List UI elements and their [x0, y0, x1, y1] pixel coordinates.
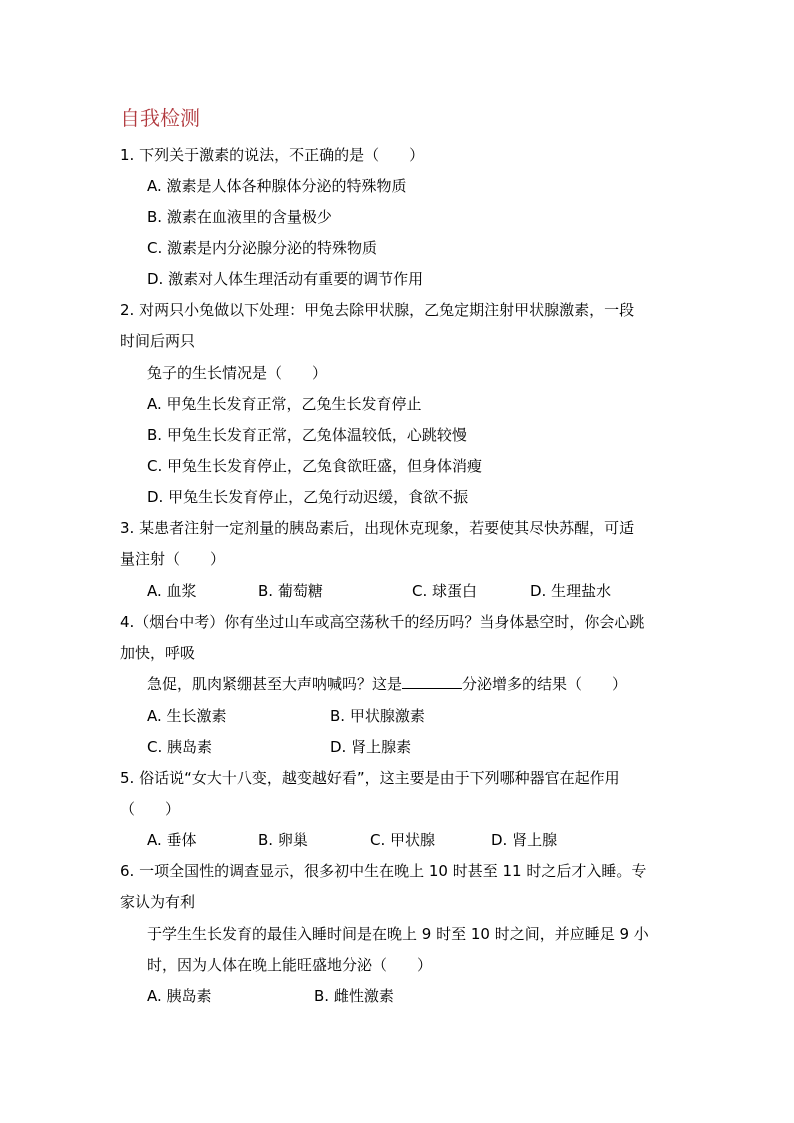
question-5-stem-line-2: （ ） [120, 800, 181, 818]
question-4-option-a: A. 生长激素 [147, 707, 227, 725]
question-3-stem-line-2: 量注射（ ） [120, 550, 226, 568]
question-3-option-b: B. 葡萄糖 [258, 582, 323, 600]
question-2-stem-line-1: 2. 对两只小兔做以下处理：甲兔去除甲状腺，乙兔定期注射甲状腺激素，一段 [120, 301, 635, 319]
question-2-stem-line-2: 时间后两只 [120, 332, 196, 350]
section-heading: 自我检测 [120, 106, 200, 130]
question-5-option-c: C. 甲状腺 [370, 831, 436, 849]
question-2-option-a: A. 甲兔生长发育正常，乙兔生长发育停止 [147, 395, 422, 413]
question-1-option-d: D. 激素对人体生理活动有重要的调节作用 [147, 270, 424, 288]
question-2-option-d: D. 甲兔生长发育停止，乙兔行动迟缓，食欲不振 [147, 488, 469, 506]
question-5-option-a: A. 垂体 [147, 831, 197, 849]
question-4-option-d: D. 肾上腺素 [330, 738, 412, 756]
question-4-option-b: B. 甲状腺激素 [330, 707, 425, 725]
question-3-stem-line-1: 3. 某患者注射一定剂量的胰岛素后，出现休克现象，若要使其尽快苏醒，可适 [120, 519, 635, 537]
question-3-option-c: C. 球蛋白 [412, 582, 478, 600]
question-1-option-a: A. 激素是人体各种腺体分泌的特殊物质 [147, 177, 407, 195]
question-1-option-b: B. 激素在血液里的含量极少 [147, 208, 332, 226]
question-5-option-d: D. 肾上腺 [491, 831, 558, 849]
question-2-option-b: B. 甲兔生长发育正常，乙兔体温较低，心跳较慢 [147, 426, 467, 444]
question-6-stem-line-2: 家认为有利 [120, 893, 196, 911]
question-1-stem: 1. 下列关于激素的说法，不正确的是（ ） [120, 146, 425, 164]
question-6-stem-line-3: 于学生生长发育的最佳入睡时间是在晚上 9 时至 10 时之间，并应睡足 9 小 [147, 925, 649, 943]
question-4-stem-line-2: 加快，呼吸 [120, 644, 196, 662]
question-2-stem-line-3: 兔子的生长情况是（ ） [147, 364, 328, 382]
answer-blank [402, 674, 462, 689]
question-4-stem-line-1: 4.（烟台中考）你有坐过山车或高空荡秋千的经历吗？当身体悬空时，你会心跳 [120, 613, 645, 631]
question-1-option-c: C. 激素是内分泌腺分泌的特殊物质 [147, 239, 378, 257]
question-6-stem-line-4: 时，因为人体在晚上能旺盛地分泌（ ） [147, 956, 433, 974]
question-6-option-a: A. 胰岛素 [147, 987, 212, 1005]
question-5-option-b: B. 卵巢 [258, 831, 308, 849]
question-6-option-b: B. 雌性激素 [314, 987, 394, 1005]
question-3-option-a: A. 血浆 [147, 582, 197, 600]
question-4-text-before-blank: 急促，肌肉紧绷甚至大声呐喊吗？这是 [147, 675, 403, 693]
question-4-option-c: C. 胰岛素 [147, 738, 213, 756]
question-2-option-c: C. 甲兔生长发育停止，乙兔食欲旺盛，但身体消瘦 [147, 457, 483, 475]
question-4-stem-line-3 [147, 674, 627, 694]
question-3-option-d: D. 生理盐水 [530, 582, 612, 600]
question-6-stem-line-1: 6. 一项全国性的调查显示，很多初中生在晚上 10 时甚至 11 时之后才入睡。专 [120, 862, 647, 880]
question-4-text-after-blank: 分泌增多的结果（ ） [462, 675, 628, 693]
question-5-stem-line-1: 5. 俗话说“女大十八变，越变越好看”，这主要是由于下列哪种器官在起作用 [120, 769, 620, 787]
